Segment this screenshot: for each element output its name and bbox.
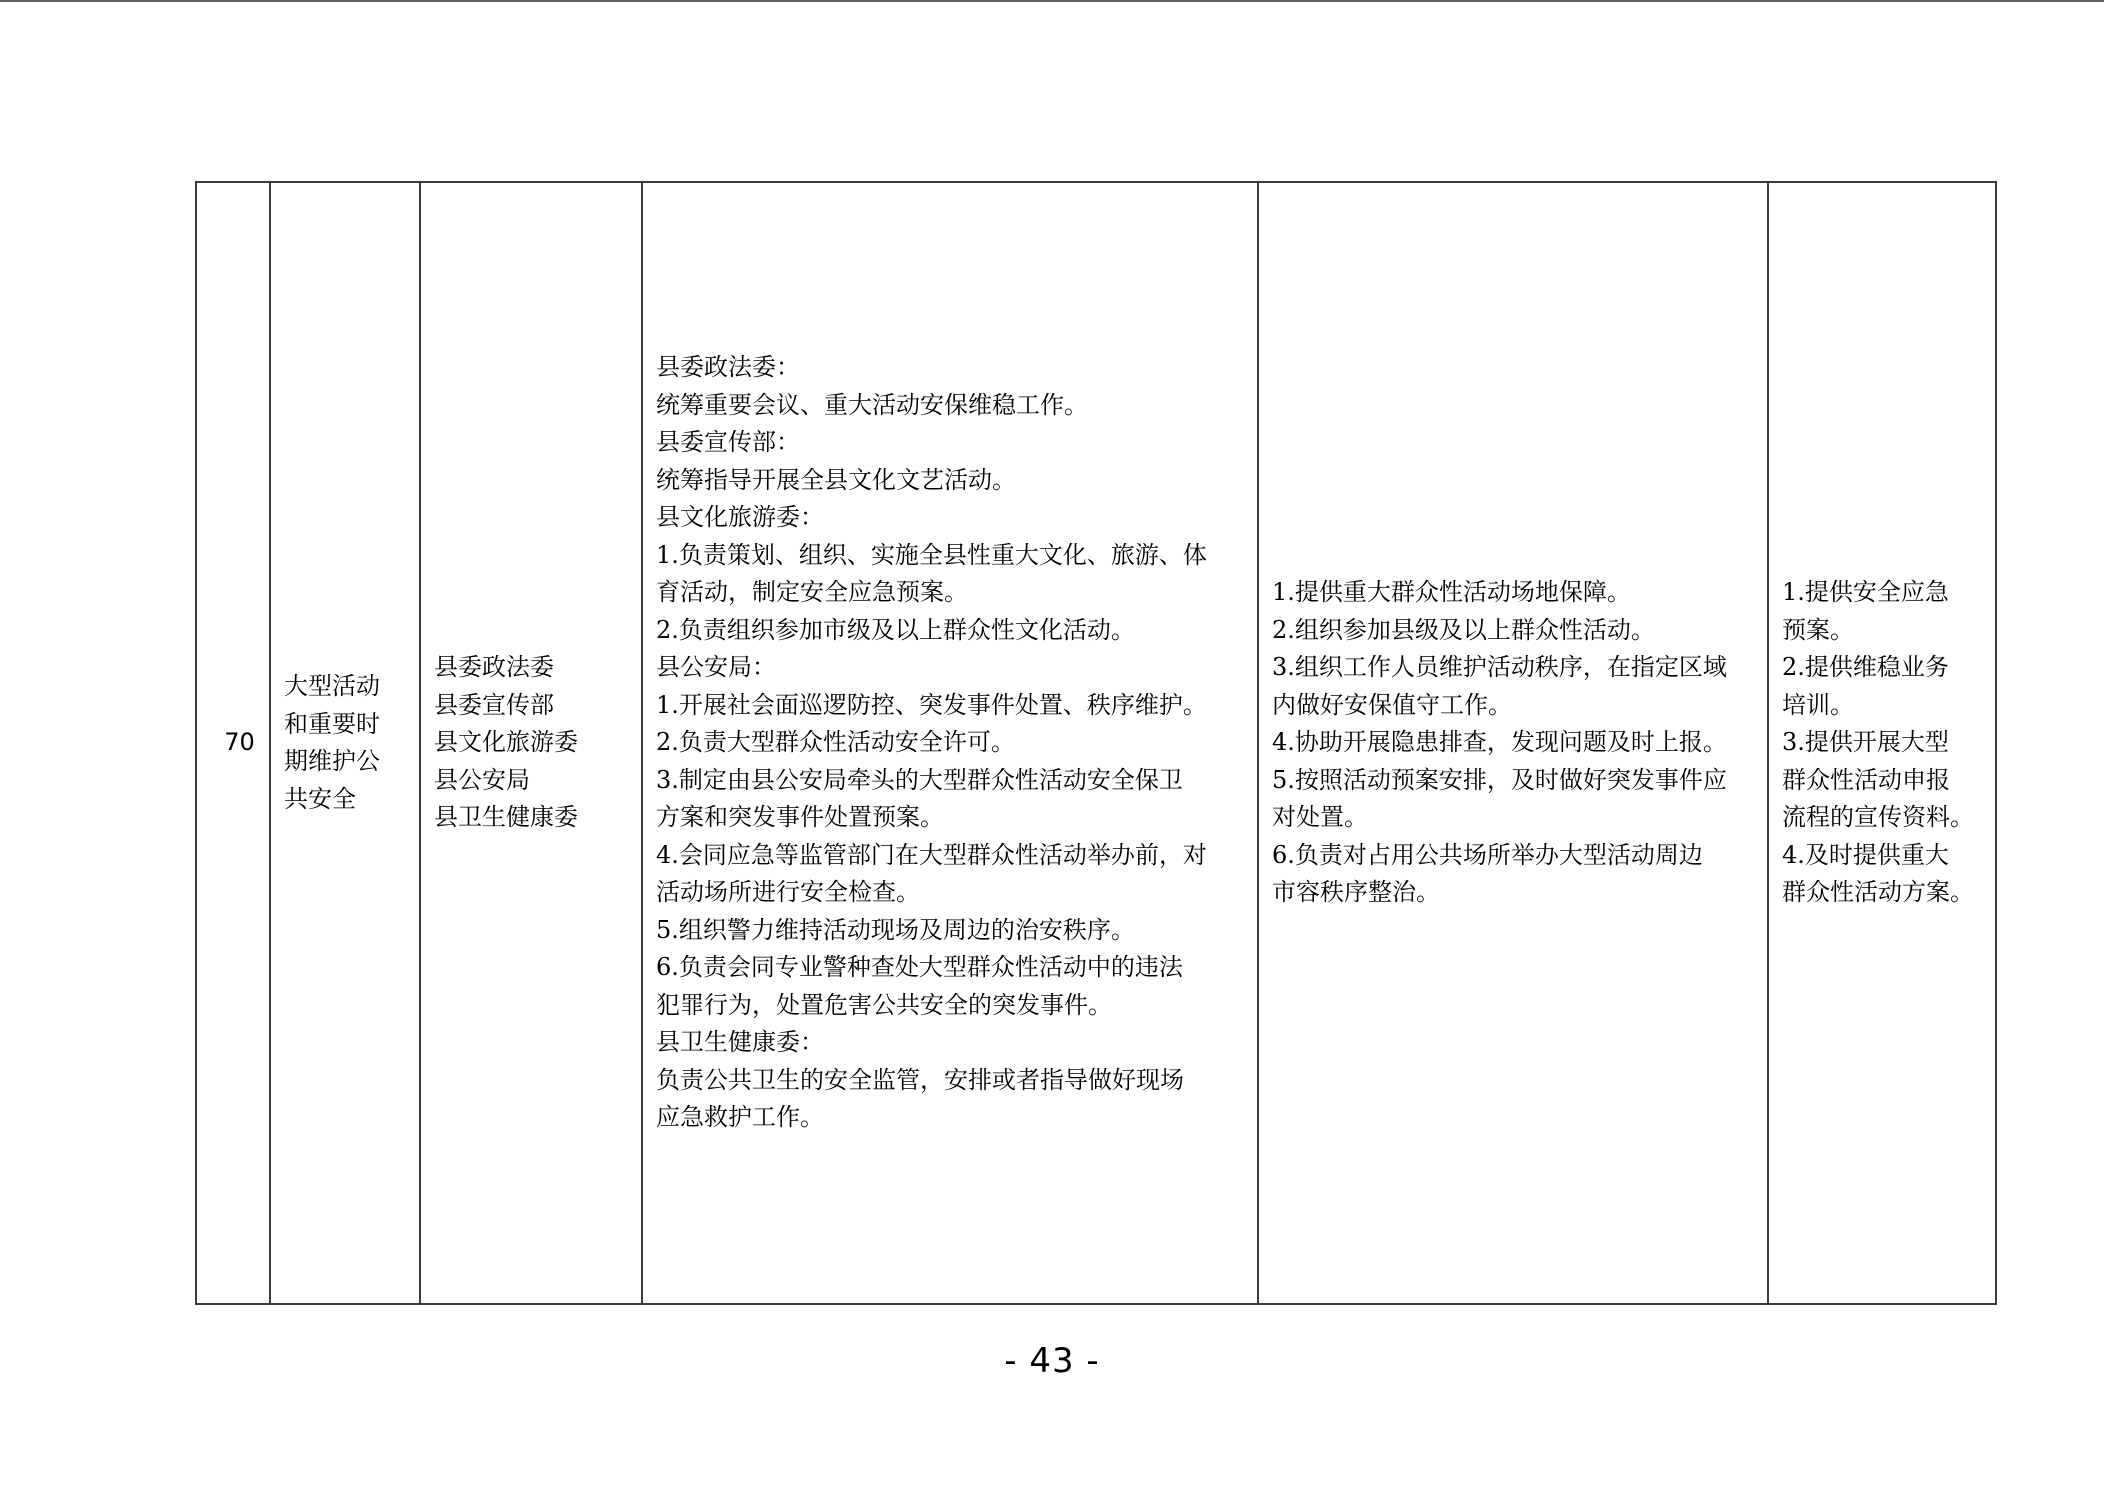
top-border-line bbox=[0, 0, 2104, 2]
text-line: 统筹指导开展全县文化文艺活动。 bbox=[656, 465, 1016, 494]
text-line: 县卫生健康委 bbox=[434, 803, 578, 832]
text-line: 群众性活动方案。 bbox=[1782, 878, 1974, 907]
text-line: 应急救护工作。 bbox=[656, 1103, 824, 1132]
text-line: 4.会同应急等监管部门在大型群众性活动举办前，对 bbox=[656, 840, 1207, 869]
text-line: 犯罪行为，处置危害公共安全的突发事件。 bbox=[656, 990, 1112, 1019]
text-line: 内做好安保值守工作。 bbox=[1272, 690, 1512, 719]
text-line: 县委政法委 bbox=[434, 653, 554, 682]
text-line: 统筹重要会议、重大活动安保维稳工作。 bbox=[656, 390, 1088, 419]
township-duties-cell bbox=[1258, 182, 1768, 1304]
text-line: 群众性活动申报 bbox=[1782, 765, 1950, 794]
table-row bbox=[196, 182, 1996, 1304]
departments-cell bbox=[420, 182, 642, 1304]
text-line: 流程的宣传资料。 bbox=[1782, 803, 1974, 832]
text-line: 共安全 bbox=[284, 784, 356, 813]
text-line: 4.协助开展隐患排查，发现问题及时上报。 bbox=[1272, 728, 1727, 757]
text-line: 对处置。 bbox=[1272, 803, 1368, 832]
text-line: 育活动，制定安全应急预案。 bbox=[656, 578, 968, 607]
text-line: 1.开展社会面巡逻防控、突发事件处置、秩序维护。 bbox=[656, 690, 1207, 719]
text-line: 和重要时 bbox=[284, 709, 380, 738]
responsibilities-text bbox=[656, 349, 1257, 1137]
text-line: 3.提供开展大型 bbox=[1782, 728, 1949, 757]
text-line: 3.制定由县公安局牵头的大型群众性活动安全保卫 bbox=[656, 765, 1183, 794]
text-line: 县公安局 bbox=[434, 765, 530, 794]
text-line: 6.负责对占用公共场所举办大型活动周边 bbox=[1272, 840, 1703, 869]
text-line: 市容秩序整治。 bbox=[1272, 878, 1440, 907]
support-items-text bbox=[1782, 574, 1995, 912]
text-line: 培训。 bbox=[1782, 690, 1854, 719]
text-line: 活动场所进行安全检查。 bbox=[656, 878, 920, 907]
responsibilities-cell bbox=[642, 182, 1258, 1304]
row-number: 70 bbox=[224, 728, 255, 757]
township-duties-text bbox=[1272, 574, 1767, 912]
row-number-cell bbox=[196, 182, 270, 1304]
text-line: 1.提供重大群众性活动场地保障。 bbox=[1272, 578, 1631, 607]
text-line: 2.负责组织参加市级及以上群众性文化活动。 bbox=[656, 615, 1135, 644]
text-line: 2.负责大型群众性活动安全许可。 bbox=[656, 728, 1015, 757]
text-line: 县文化旅游委 bbox=[434, 728, 578, 757]
responsibility-table bbox=[195, 181, 1997, 1305]
text-line: 6.负责会同专业警种查处大型群众性活动中的违法 bbox=[656, 953, 1183, 982]
text-line: 县公安局： bbox=[656, 653, 776, 682]
text-line: 3.组织工作人员维护活动秩序，在指定区域 bbox=[1272, 653, 1727, 682]
text-line: 县委宣传部： bbox=[656, 428, 800, 457]
text-line: 期维护公 bbox=[284, 747, 380, 775]
item-name-cell bbox=[270, 182, 420, 1304]
text-line: 2.提供维稳业务 bbox=[1782, 653, 1949, 682]
text-line: 预案。 bbox=[1782, 615, 1854, 644]
text-line: 5.按照活动预案安排，及时做好突发事件应 bbox=[1272, 765, 1727, 794]
text-line: 县委政法委： bbox=[656, 353, 800, 382]
support-items-cell bbox=[1768, 182, 1996, 1304]
item-name-text bbox=[284, 668, 419, 818]
text-line: 县文化旅游委： bbox=[656, 503, 824, 532]
departments-list bbox=[434, 649, 641, 837]
text-line: 2.组织参加县级及以上群众性活动。 bbox=[1272, 615, 1655, 644]
text-line: 1.负责策划、组织、实施全县性重大文化、旅游、体 bbox=[656, 540, 1207, 569]
text-line: 大型活动 bbox=[284, 672, 380, 700]
text-line: 县委宣传部 bbox=[434, 690, 554, 719]
text-line: 县卫生健康委： bbox=[656, 1028, 824, 1057]
text-line: 负责公共卫生的安全监管，安排或者指导做好现场 bbox=[656, 1065, 1184, 1094]
text-line: 5.组织警力维持活动现场及周边的治安秩序。 bbox=[656, 915, 1135, 944]
text-line: 方案和突发事件处置预案。 bbox=[656, 803, 944, 832]
text-line: 4.及时提供重大 bbox=[1782, 840, 1949, 869]
page-number: - 43 - bbox=[1004, 1341, 1100, 1381]
text-line: 1.提供安全应急 bbox=[1782, 578, 1949, 607]
